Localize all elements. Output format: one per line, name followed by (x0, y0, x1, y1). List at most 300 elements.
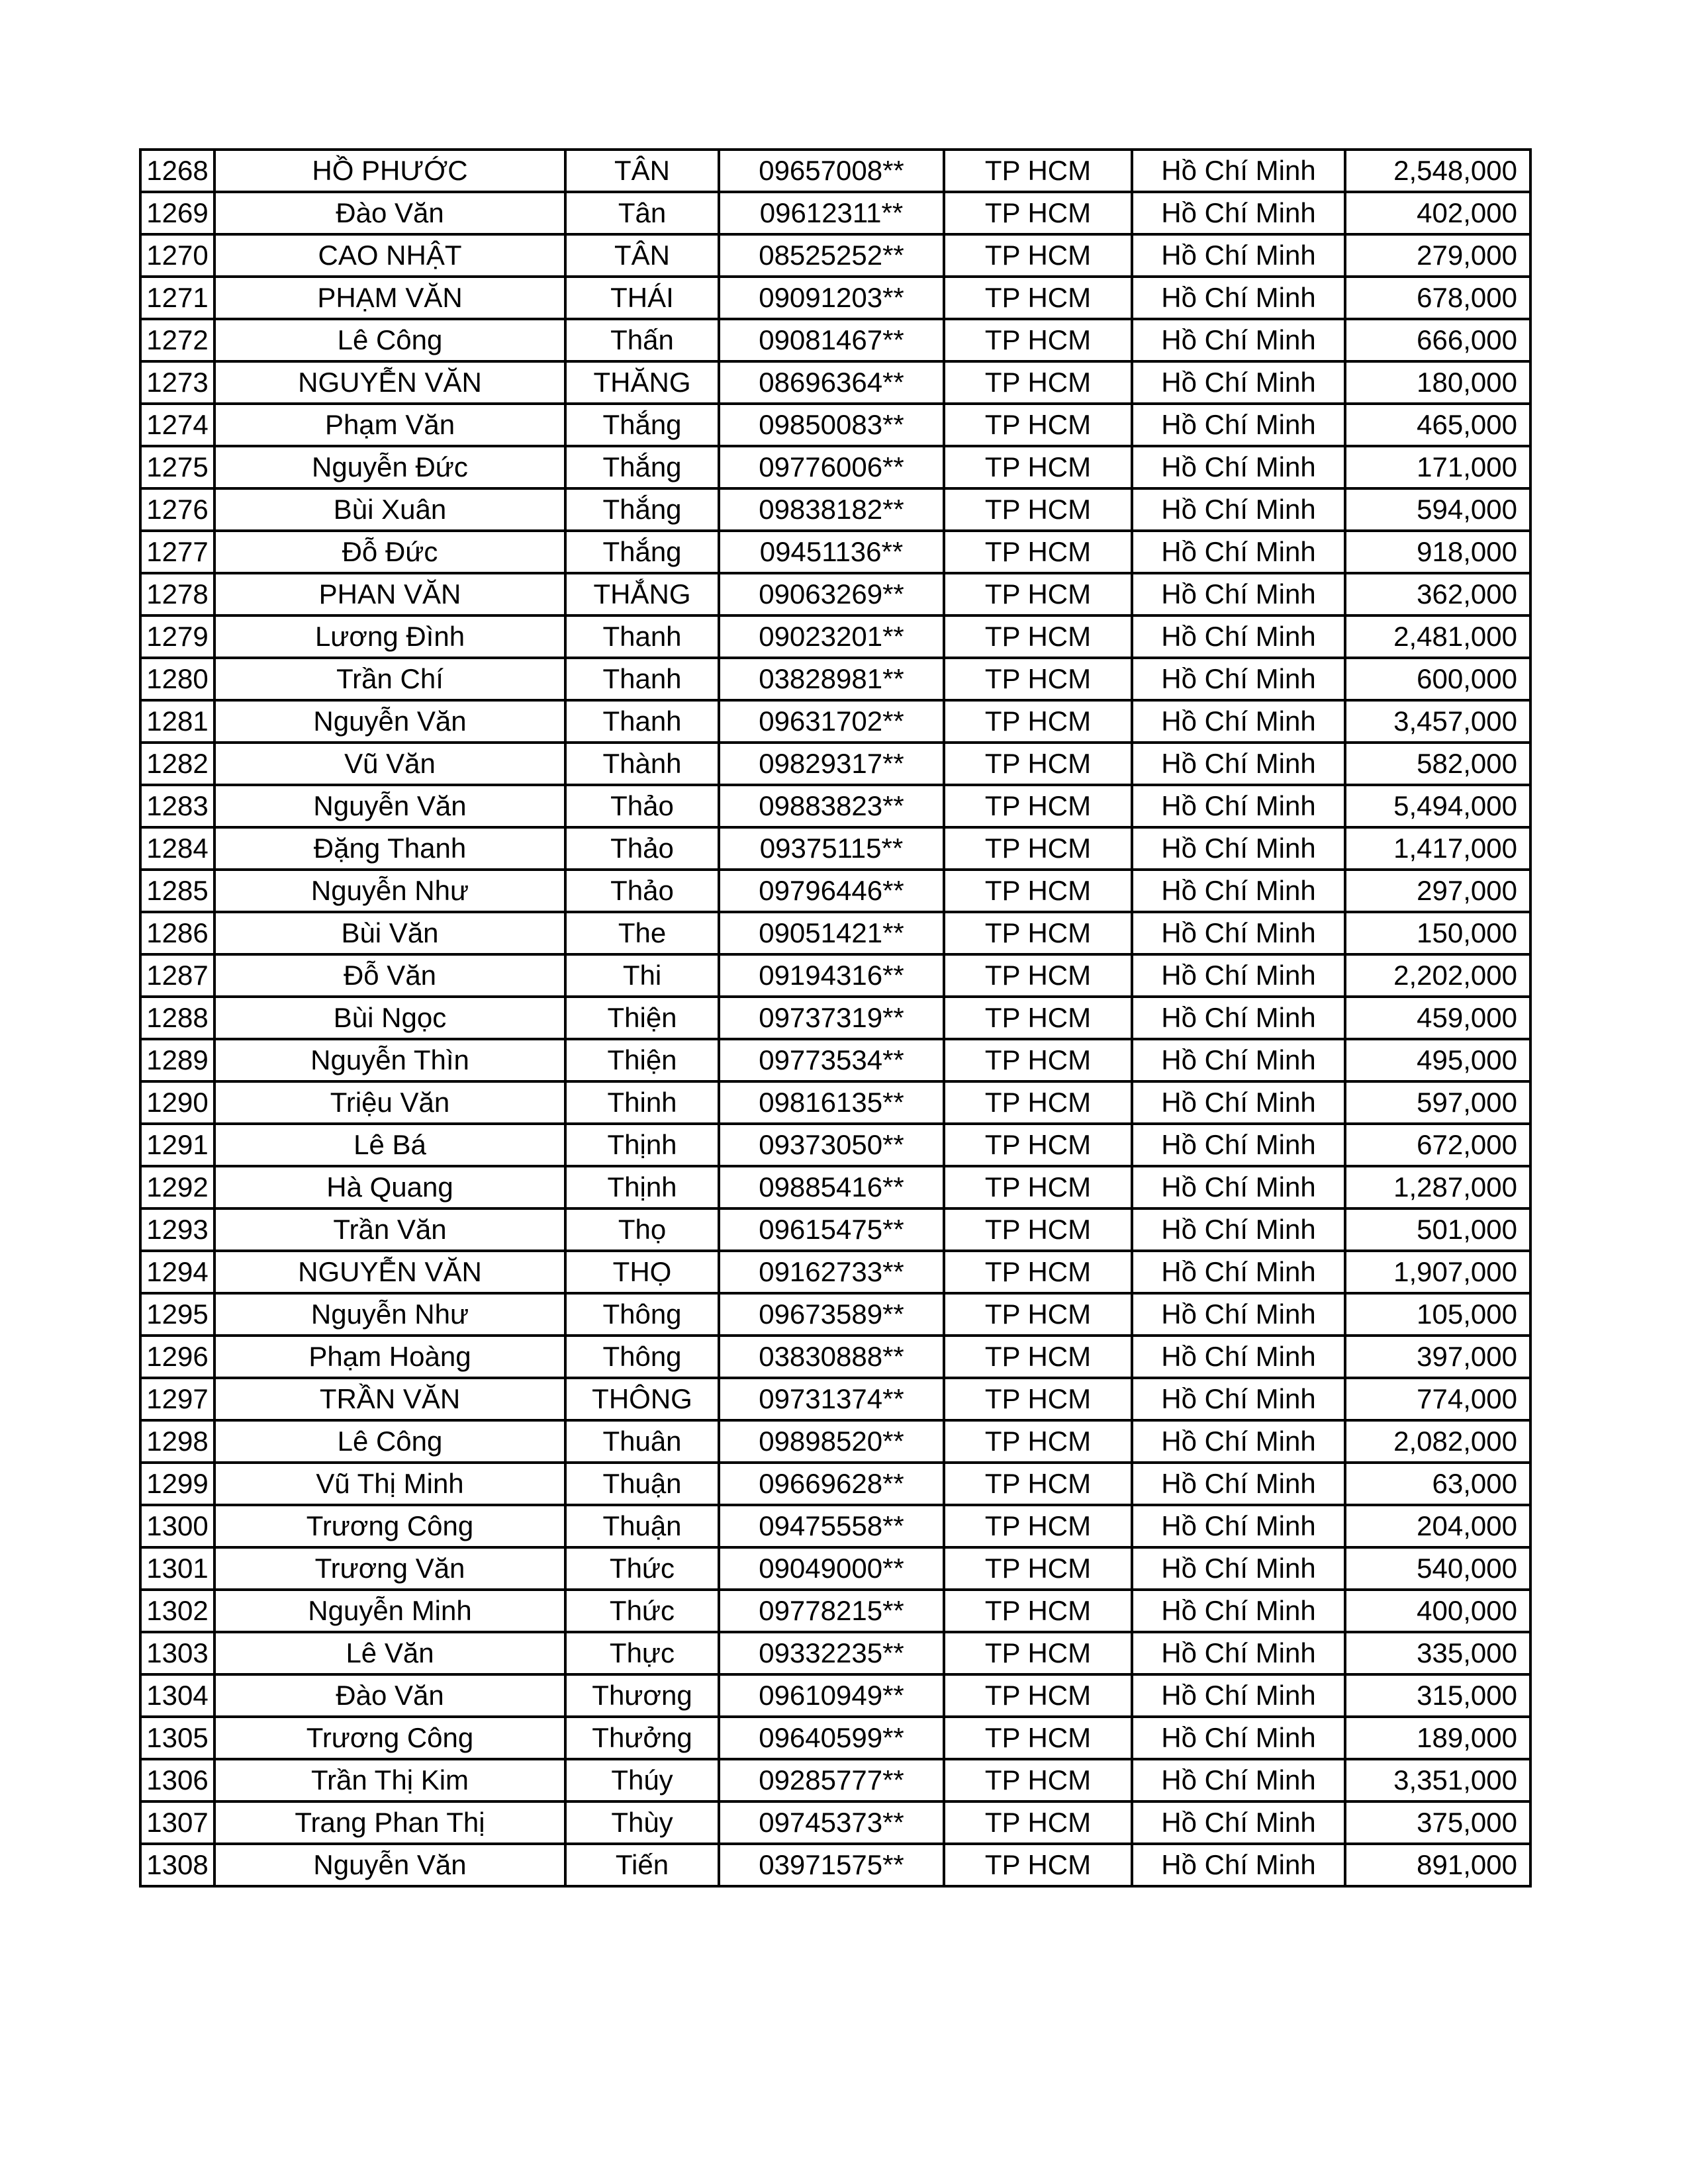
given-name-cell: Thắng (565, 531, 719, 573)
city-cell: TP HCM (944, 1124, 1132, 1166)
row-number-cell: 1282 (140, 743, 214, 785)
row-number-cell: 1269 (140, 192, 214, 234)
surname-cell: Bùi Ngọc (214, 997, 565, 1039)
amount-cell: 666,000 (1345, 319, 1530, 361)
surname-cell: TRẦN VĂN (214, 1378, 565, 1420)
row-number-cell: 1287 (140, 954, 214, 997)
province-cell: Hồ Chí Minh (1132, 1336, 1345, 1378)
phone-cell: 09285777** (719, 1759, 944, 1801)
province-cell: Hồ Chí Minh (1132, 700, 1345, 743)
surname-cell: Phạm Hoàng (214, 1336, 565, 1378)
phone-cell: 09885416** (719, 1166, 944, 1208)
row-number-cell: 1305 (140, 1717, 214, 1759)
surname-cell: Nguyễn Minh (214, 1590, 565, 1632)
given-name-cell: Thắng (565, 446, 719, 488)
phone-cell: 03971575** (719, 1844, 944, 1886)
table-row (140, 743, 1530, 785)
city-cell: TP HCM (944, 404, 1132, 446)
row-number-cell: 1300 (140, 1505, 214, 1547)
surname-cell: PHAN VĂN (214, 573, 565, 615)
row-number-cell: 1293 (140, 1208, 214, 1251)
city-cell: TP HCM (944, 827, 1132, 870)
surname-cell: Triệu Văn (214, 1081, 565, 1124)
phone-cell: 09081467** (719, 319, 944, 361)
recipient-table (139, 148, 1532, 1888)
table-row (140, 658, 1530, 700)
row-number-cell: 1277 (140, 531, 214, 573)
table-row (140, 1674, 1530, 1717)
given-name-cell: Thùy (565, 1801, 719, 1844)
surname-cell: Nguyễn Văn (214, 1844, 565, 1886)
city-cell: TP HCM (944, 150, 1132, 192)
given-name-cell: Thuận (565, 1505, 719, 1547)
province-cell: Hồ Chí Minh (1132, 150, 1345, 192)
phone-cell: 09091203** (719, 277, 944, 319)
province-cell: Hồ Chí Minh (1132, 1463, 1345, 1505)
table-row (140, 192, 1530, 234)
table-row (140, 1463, 1530, 1505)
table-row (140, 1208, 1530, 1251)
table-row (140, 1759, 1530, 1801)
row-number-cell: 1288 (140, 997, 214, 1039)
phone-cell: 09669628** (719, 1463, 944, 1505)
row-number-cell: 1297 (140, 1378, 214, 1420)
table-row (140, 234, 1530, 277)
phone-cell: 09023201** (719, 615, 944, 658)
phone-cell: 09776006** (719, 446, 944, 488)
given-name-cell: Thi (565, 954, 719, 997)
province-cell: Hồ Chí Minh (1132, 319, 1345, 361)
city-cell: TP HCM (944, 658, 1132, 700)
amount-cell: 600,000 (1345, 658, 1530, 700)
phone-cell: 09773534** (719, 1039, 944, 1081)
city-cell: TP HCM (944, 531, 1132, 573)
given-name-cell: Thanh (565, 615, 719, 658)
amount-cell: 279,000 (1345, 234, 1530, 277)
city-cell: TP HCM (944, 1336, 1132, 1378)
province-cell: Hồ Chí Minh (1132, 997, 1345, 1039)
surname-cell: Vũ Văn (214, 743, 565, 785)
surname-cell: Trần Văn (214, 1208, 565, 1251)
row-number-cell: 1294 (140, 1251, 214, 1293)
row-number-cell: 1289 (140, 1039, 214, 1081)
surname-cell: Trương Công (214, 1505, 565, 1547)
surname-cell: Trần Chí (214, 658, 565, 700)
recipient-table-body (140, 150, 1530, 1886)
row-number-cell: 1274 (140, 404, 214, 446)
given-name-cell: THẮNG (565, 573, 719, 615)
row-number-cell: 1303 (140, 1632, 214, 1674)
given-name-cell: Thành (565, 743, 719, 785)
province-cell: Hồ Chí Minh (1132, 1208, 1345, 1251)
amount-cell: 63,000 (1345, 1463, 1530, 1505)
surname-cell: Lê Công (214, 1420, 565, 1463)
row-number-cell: 1306 (140, 1759, 214, 1801)
province-cell: Hồ Chí Minh (1132, 1547, 1345, 1590)
row-number-cell: 1290 (140, 1081, 214, 1124)
province-cell: Hồ Chí Minh (1132, 1590, 1345, 1632)
given-name-cell: THỌ (565, 1251, 719, 1293)
phone-cell: 09615475** (719, 1208, 944, 1251)
amount-cell: 2,082,000 (1345, 1420, 1530, 1463)
table-row (140, 1801, 1530, 1844)
city-cell: TP HCM (944, 615, 1132, 658)
phone-cell: 09737319** (719, 997, 944, 1039)
city-cell: TP HCM (944, 1378, 1132, 1420)
phone-cell: 03830888** (719, 1336, 944, 1378)
city-cell: TP HCM (944, 700, 1132, 743)
given-name-cell: TÂN (565, 234, 719, 277)
province-cell: Hồ Chí Minh (1132, 1632, 1345, 1674)
table-row (140, 870, 1530, 912)
table-row (140, 404, 1530, 446)
province-cell: Hồ Chí Minh (1132, 1717, 1345, 1759)
province-cell: Hồ Chí Minh (1132, 192, 1345, 234)
phone-cell: 09898520** (719, 1420, 944, 1463)
phone-cell: 09640599** (719, 1717, 944, 1759)
province-cell: Hồ Chí Minh (1132, 1124, 1345, 1166)
table-row (140, 573, 1530, 615)
table-row (140, 1081, 1530, 1124)
table-row (140, 912, 1530, 954)
surname-cell: Trần Thị Kim (214, 1759, 565, 1801)
surname-cell: Trương Công (214, 1717, 565, 1759)
surname-cell: Đỗ Văn (214, 954, 565, 997)
province-cell: Hồ Chí Minh (1132, 912, 1345, 954)
amount-cell: 891,000 (1345, 1844, 1530, 1886)
table-row (140, 446, 1530, 488)
city-cell: TP HCM (944, 1081, 1132, 1124)
phone-cell: 09375115** (719, 827, 944, 870)
table-row (140, 150, 1530, 192)
row-number-cell: 1296 (140, 1336, 214, 1378)
province-cell: Hồ Chí Minh (1132, 954, 1345, 997)
city-cell: TP HCM (944, 1759, 1132, 1801)
surname-cell: Đào Văn (214, 192, 565, 234)
amount-cell: 1,907,000 (1345, 1251, 1530, 1293)
table-row (140, 531, 1530, 573)
row-number-cell: 1268 (140, 150, 214, 192)
given-name-cell: THÁI (565, 277, 719, 319)
surname-cell: Nguyễn Thìn (214, 1039, 565, 1081)
phone-cell: 09850083** (719, 404, 944, 446)
table-row (140, 1124, 1530, 1166)
table-row (140, 488, 1530, 531)
phone-cell: 09612311** (719, 192, 944, 234)
city-cell: TP HCM (944, 912, 1132, 954)
city-cell: TP HCM (944, 1463, 1132, 1505)
city-cell: TP HCM (944, 1844, 1132, 1886)
surname-cell: Hà Quang (214, 1166, 565, 1208)
city-cell: TP HCM (944, 1590, 1132, 1632)
given-name-cell: Thưởng (565, 1717, 719, 1759)
phone-cell: 09051421** (719, 912, 944, 954)
city-cell: TP HCM (944, 488, 1132, 531)
surname-cell: Trang Phan Thị (214, 1801, 565, 1844)
given-name-cell: Tiến (565, 1844, 719, 1886)
given-name-cell: THÔNG (565, 1378, 719, 1420)
city-cell: TP HCM (944, 743, 1132, 785)
given-name-cell: Thiện (565, 1039, 719, 1081)
province-cell: Hồ Chí Minh (1132, 785, 1345, 827)
amount-cell: 465,000 (1345, 404, 1530, 446)
row-number-cell: 1284 (140, 827, 214, 870)
city-cell: TP HCM (944, 870, 1132, 912)
city-cell: TP HCM (944, 573, 1132, 615)
row-number-cell: 1273 (140, 361, 214, 404)
given-name-cell: Thịnh (565, 1124, 719, 1166)
amount-cell: 582,000 (1345, 743, 1530, 785)
amount-cell: 2,548,000 (1345, 150, 1530, 192)
city-cell: TP HCM (944, 1505, 1132, 1547)
amount-cell: 3,351,000 (1345, 1759, 1530, 1801)
phone-cell: 09745373** (719, 1801, 944, 1844)
amount-cell: 495,000 (1345, 1039, 1530, 1081)
row-number-cell: 1295 (140, 1293, 214, 1336)
amount-cell: 171,000 (1345, 446, 1530, 488)
province-cell: Hồ Chí Minh (1132, 488, 1345, 531)
province-cell: Hồ Chí Minh (1132, 1844, 1345, 1886)
amount-cell: 501,000 (1345, 1208, 1530, 1251)
row-number-cell: 1281 (140, 700, 214, 743)
province-cell: Hồ Chí Minh (1132, 277, 1345, 319)
city-cell: TP HCM (944, 1208, 1132, 1251)
amount-cell: 335,000 (1345, 1632, 1530, 1674)
phone-cell: 09816135** (719, 1081, 944, 1124)
given-name-cell: Thảo (565, 870, 719, 912)
surname-cell: Đỗ Đức (214, 531, 565, 573)
table-row (140, 827, 1530, 870)
province-cell: Hồ Chí Minh (1132, 531, 1345, 573)
given-name-cell: Thắng (565, 488, 719, 531)
amount-cell: 402,000 (1345, 192, 1530, 234)
phone-cell: 09049000** (719, 1547, 944, 1590)
row-number-cell: 1308 (140, 1844, 214, 1886)
table-row (140, 1632, 1530, 1674)
row-number-cell: 1302 (140, 1590, 214, 1632)
city-cell: TP HCM (944, 234, 1132, 277)
amount-cell: 918,000 (1345, 531, 1530, 573)
amount-cell: 3,457,000 (1345, 700, 1530, 743)
table-row (140, 1547, 1530, 1590)
province-cell: Hồ Chí Minh (1132, 615, 1345, 658)
city-cell: TP HCM (944, 361, 1132, 404)
province-cell: Hồ Chí Minh (1132, 658, 1345, 700)
row-number-cell: 1307 (140, 1801, 214, 1844)
amount-cell: 105,000 (1345, 1293, 1530, 1336)
phone-cell: 09883823** (719, 785, 944, 827)
phone-cell: 09373050** (719, 1124, 944, 1166)
given-name-cell: Thanh (565, 700, 719, 743)
phone-cell: 09332235** (719, 1632, 944, 1674)
phone-cell: 03828981** (719, 658, 944, 700)
city-cell: TP HCM (944, 277, 1132, 319)
phone-cell: 09194316** (719, 954, 944, 997)
city-cell: TP HCM (944, 1547, 1132, 1590)
province-cell: Hồ Chí Minh (1132, 1039, 1345, 1081)
province-cell: Hồ Chí Minh (1132, 1420, 1345, 1463)
surname-cell: Nguyễn Văn (214, 785, 565, 827)
surname-cell: Lương Đình (214, 615, 565, 658)
table-row (140, 1293, 1530, 1336)
table-row (140, 1844, 1530, 1886)
amount-cell: 180,000 (1345, 361, 1530, 404)
row-number-cell: 1299 (140, 1463, 214, 1505)
row-number-cell: 1278 (140, 573, 214, 615)
surname-cell: Trương Văn (214, 1547, 565, 1590)
table-row (140, 1505, 1530, 1547)
phone-cell: 09796446** (719, 870, 944, 912)
table-row (140, 1378, 1530, 1420)
city-cell: TP HCM (944, 1801, 1132, 1844)
surname-cell: Nguyễn Văn (214, 700, 565, 743)
province-cell: Hồ Chí Minh (1132, 573, 1345, 615)
province-cell: Hồ Chí Minh (1132, 446, 1345, 488)
row-number-cell: 1275 (140, 446, 214, 488)
row-number-cell: 1286 (140, 912, 214, 954)
table-row (140, 1166, 1530, 1208)
amount-cell: 297,000 (1345, 870, 1530, 912)
province-cell: Hồ Chí Minh (1132, 1081, 1345, 1124)
table-row (140, 1251, 1530, 1293)
surname-cell: Nguyễn Như (214, 870, 565, 912)
surname-cell: HỒ PHƯỚC (214, 150, 565, 192)
city-cell: TP HCM (944, 319, 1132, 361)
surname-cell: Đào Văn (214, 1674, 565, 1717)
amount-cell: 397,000 (1345, 1336, 1530, 1378)
table-row (140, 277, 1530, 319)
phone-cell: 09610949** (719, 1674, 944, 1717)
surname-cell: NGUYỄN VĂN (214, 361, 565, 404)
row-number-cell: 1292 (140, 1166, 214, 1208)
surname-cell: Nguyễn Như (214, 1293, 565, 1336)
amount-cell: 1,287,000 (1345, 1166, 1530, 1208)
table-row (140, 1420, 1530, 1463)
amount-cell: 2,481,000 (1345, 615, 1530, 658)
given-name-cell: Thắng (565, 404, 719, 446)
province-cell: Hồ Chí Minh (1132, 1293, 1345, 1336)
row-number-cell: 1301 (140, 1547, 214, 1590)
given-name-cell: Thấn (565, 319, 719, 361)
city-cell: TP HCM (944, 997, 1132, 1039)
row-number-cell: 1280 (140, 658, 214, 700)
amount-cell: 459,000 (1345, 997, 1530, 1039)
city-cell: TP HCM (944, 954, 1132, 997)
amount-cell: 540,000 (1345, 1547, 1530, 1590)
table-row (140, 700, 1530, 743)
phone-cell: 09673589** (719, 1293, 944, 1336)
city-cell: TP HCM (944, 1420, 1132, 1463)
city-cell: TP HCM (944, 1717, 1132, 1759)
city-cell: TP HCM (944, 192, 1132, 234)
surname-cell: Nguyễn Đức (214, 446, 565, 488)
phone-cell: 08696364** (719, 361, 944, 404)
phone-cell: 09451136** (719, 531, 944, 573)
phone-cell: 09829317** (719, 743, 944, 785)
amount-cell: 189,000 (1345, 1717, 1530, 1759)
given-name-cell: Thọ (565, 1208, 719, 1251)
amount-cell: 597,000 (1345, 1081, 1530, 1124)
amount-cell: 375,000 (1345, 1801, 1530, 1844)
city-cell: TP HCM (944, 1632, 1132, 1674)
province-cell: Hồ Chí Minh (1132, 1759, 1345, 1801)
province-cell: Hồ Chí Minh (1132, 404, 1345, 446)
given-name-cell: Thiện (565, 997, 719, 1039)
given-name-cell: Thảo (565, 785, 719, 827)
province-cell: Hồ Chí Minh (1132, 1674, 1345, 1717)
given-name-cell: Thịnh (565, 1166, 719, 1208)
surname-cell: Đặng Thanh (214, 827, 565, 870)
given-name-cell: Thông (565, 1336, 719, 1378)
city-cell: TP HCM (944, 785, 1132, 827)
row-number-cell: 1291 (140, 1124, 214, 1166)
city-cell: TP HCM (944, 1251, 1132, 1293)
table-row (140, 361, 1530, 404)
city-cell: TP HCM (944, 1039, 1132, 1081)
given-name-cell: Thông (565, 1293, 719, 1336)
amount-cell: 204,000 (1345, 1505, 1530, 1547)
given-name-cell: Thúy (565, 1759, 719, 1801)
amount-cell: 594,000 (1345, 488, 1530, 531)
phone-cell: 09162733** (719, 1251, 944, 1293)
row-number-cell: 1304 (140, 1674, 214, 1717)
row-number-cell: 1285 (140, 870, 214, 912)
phone-cell: 09778215** (719, 1590, 944, 1632)
city-cell: TP HCM (944, 446, 1132, 488)
table-row (140, 1590, 1530, 1632)
province-cell: Hồ Chí Minh (1132, 1251, 1345, 1293)
surname-cell: Bùi Xuân (214, 488, 565, 531)
province-cell: Hồ Chí Minh (1132, 1378, 1345, 1420)
city-cell: TP HCM (944, 1166, 1132, 1208)
phone-cell: 09731374** (719, 1378, 944, 1420)
phone-cell: 08525252** (719, 234, 944, 277)
table-row (140, 319, 1530, 361)
given-name-cell: Thực (565, 1632, 719, 1674)
row-number-cell: 1271 (140, 277, 214, 319)
surname-cell: Bùi Văn (214, 912, 565, 954)
amount-cell: 2,202,000 (1345, 954, 1530, 997)
table-row (140, 785, 1530, 827)
given-name-cell: Thuân (565, 1420, 719, 1463)
phone-cell: 09631702** (719, 700, 944, 743)
phone-cell: 09063269** (719, 573, 944, 615)
phone-cell: 09657008** (719, 150, 944, 192)
province-cell: Hồ Chí Minh (1132, 361, 1345, 404)
row-number-cell: 1283 (140, 785, 214, 827)
amount-cell: 672,000 (1345, 1124, 1530, 1166)
given-name-cell: The (565, 912, 719, 954)
given-name-cell: Thảo (565, 827, 719, 870)
amount-cell: 5,494,000 (1345, 785, 1530, 827)
phone-cell: 09838182** (719, 488, 944, 531)
province-cell: Hồ Chí Minh (1132, 234, 1345, 277)
given-name-cell: Thanh (565, 658, 719, 700)
row-number-cell: 1279 (140, 615, 214, 658)
table-row (140, 1717, 1530, 1759)
province-cell: Hồ Chí Minh (1132, 1505, 1345, 1547)
table-row (140, 1039, 1530, 1081)
surname-cell: NGUYỄN VĂN (214, 1251, 565, 1293)
surname-cell: Lê Công (214, 319, 565, 361)
surname-cell: CAO NHẬT (214, 234, 565, 277)
city-cell: TP HCM (944, 1674, 1132, 1717)
surname-cell: Phạm Văn (214, 404, 565, 446)
given-name-cell: Thuận (565, 1463, 719, 1505)
row-number-cell: 1298 (140, 1420, 214, 1463)
phone-cell: 09475558** (719, 1505, 944, 1547)
given-name-cell: Thức (565, 1547, 719, 1590)
